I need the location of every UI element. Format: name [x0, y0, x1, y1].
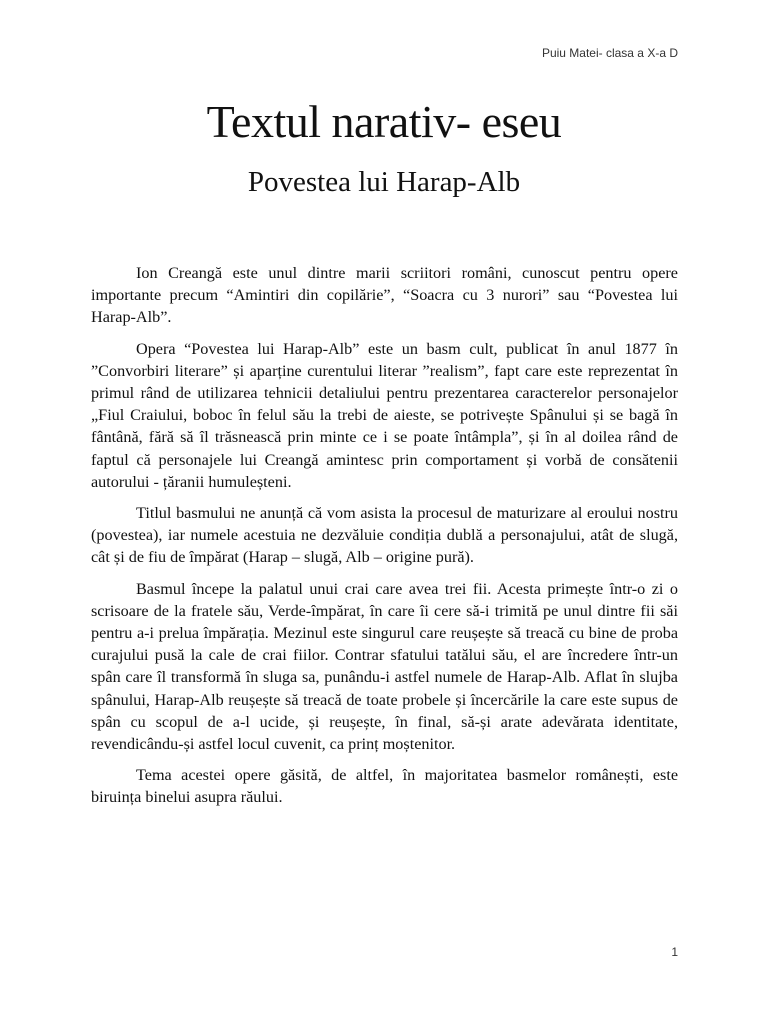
- paragraph-theme: Tema acestei opere găsită, de altfel, în majoritatea basmelor românești, este biruința binelui asupra răului.: [91, 766, 678, 807]
- paragraph-title-meaning: Titlul basmului ne anunță că vom asista la procesul de maturizare al eroului nostru (povestea), iar numele acestuia ne dezvăluie condiția dublă a personajului, atât de slugă, cât și de fiu de împărat (Harap – slugă, Alb – origine pură).: [91, 504, 678, 567]
- essay-body: [91, 262, 678, 818]
- paragraph-intro: Ion Creangă este unul dintre marii scriitori români, cunoscut pentru opere importante precum “Amintiri din copilărie”, “Soacra cu 3 nurori” sau “Povestea lui Harap-Alb”.: [91, 264, 678, 327]
- page-number: 1: [671, 945, 678, 959]
- document-title: Textul narativ- eseu: [206, 96, 562, 147]
- paragraph-plot-summary: Basmul începe la palatul unui crai care avea trei fii. Acesta primește într-o zi o scrisoare de la fratele său, Verde-împărat, în care îi cere să-i trimită pe unul dintre fii săi pentru a-i prelua împărația. Mezinul este singurul care reușește să treacă cu bine de proba curajului pusă la cale de crai fiilor. Contrar sfatului tatălui său, el are încredere într-un spân care îl transformă în sluga sa, punându-i astfel numele de Harap-Alb. Aflat în slujba spânului, Harap-Alb reușește să treacă de toate probele și încercările la care este supus de spân cu scopul de a-l ucide, și reușește, în final, să-și arate adevărata identitate, revendicându-și astfel locul cuvenit, ca prinț moștenitor.: [91, 579, 678, 754]
- paragraph-classification: Opera “Povestea lui Harap-Alb” este un basm cult, publicat în anul 1877 în ”Convorbiri literare” și aparține curentului literar ”realism”, fapt care este reprezentat în primul rând de utilizarea tehnicii detaliului pentru prezentarea caracterelor personajelor „Fiul Craiului, boboc în felul său la trebi de aieste, se potrivește Spânului și se bagă în fântână, fără să îl trăsnească prin minte ce i se poate întâmpla”, și în al doilea rând de faptul că personajele lui Creangă amintesc prin comportament și vorbă de consătenii autorului - țăranii humuleșteni.: [91, 339, 678, 491]
- header-author-class: Puiu Matei- clasa a X-a D: [541, 46, 678, 60]
- document-subtitle: Povestea lui Harap-Alb: [247, 166, 521, 198]
